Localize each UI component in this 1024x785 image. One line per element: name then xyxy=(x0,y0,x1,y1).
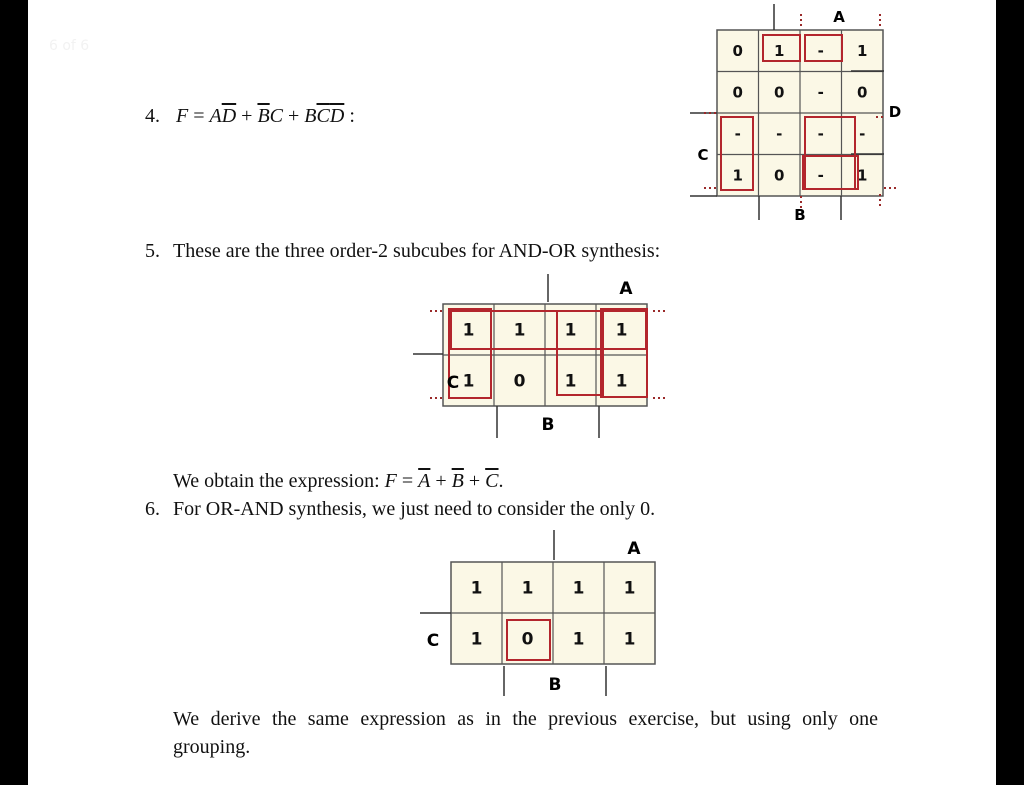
kmap3-cell-r1-c1: 0 xyxy=(521,629,534,650)
kmap1-label-A: A xyxy=(833,8,845,26)
kmap2-cell-r0-c3: 1 xyxy=(615,320,628,341)
kmap2-cell-r1-c1: 0 xyxy=(513,371,526,392)
kmap2-label-B: B xyxy=(541,415,555,435)
item-6-text: For OR-AND synthesis, we just need to consider the only 0. xyxy=(173,498,656,520)
item-6-number: 6. xyxy=(145,498,160,520)
item-5-number: 5. xyxy=(145,240,160,262)
kmap2-cell-r1-c0: 1 xyxy=(462,371,475,392)
kmap1-label-B: B xyxy=(794,206,806,224)
kmap3-cell-r1-c2: 1 xyxy=(572,629,585,650)
kmap1-cell-r0-c1: 1 xyxy=(774,42,785,61)
item-4-number: 4. xyxy=(145,105,160,127)
kmap3-cell-r1-c0: 1 xyxy=(470,629,483,650)
kmap1-cell-r1-c0: 0 xyxy=(732,83,743,102)
kmap2-cell-r0-c0: 1 xyxy=(462,320,475,341)
kmap2-cell-r1-c3: 1 xyxy=(615,371,628,392)
kmap1-cell-r3-c1: 0 xyxy=(774,166,785,185)
kmap1-cell-r2-c0: - xyxy=(734,125,741,144)
kmap3-label-A: A xyxy=(627,539,641,559)
kmap2-cell-r0-c1: 1 xyxy=(513,320,526,341)
kmap3-cell-r0-c0: 1 xyxy=(470,578,483,599)
kmap2-cell-r1-c2: 1 xyxy=(564,371,577,392)
kmap1-cell-r2-c1: - xyxy=(776,125,783,144)
kmap1-cell-r3-c2: - xyxy=(817,166,824,185)
kmap1-cell-r0-c0: 0 xyxy=(732,42,743,61)
kmap1-cell-r1-c3: 0 xyxy=(857,83,868,102)
item-6-conclusion: We derive the same expression as in the previous exercise, but using only one grouping. xyxy=(173,708,878,758)
kmap2-cell-r0-c2: 1 xyxy=(564,320,577,341)
kmap1-cell-r3-c0: 1 xyxy=(732,166,743,185)
kmap1-cell-r0-c2: - xyxy=(817,42,824,61)
kmap-1 xyxy=(658,0,902,230)
page-indicator: 6 of 6 xyxy=(49,38,90,54)
kmap1-cell-r3-c3: 1 xyxy=(857,166,868,185)
kmap1-cell-r1-c2: - xyxy=(817,83,824,102)
kmap1-label-D: D xyxy=(888,103,902,121)
item-5-text: These are the three order-2 subcubes for AND-OR synthesis: xyxy=(173,240,661,262)
kmap3-cell-r1-c3: 1 xyxy=(623,629,636,650)
kmap3-cell-r0-c3: 1 xyxy=(623,578,636,599)
kmap1-cell-r2-c3: - xyxy=(859,125,866,144)
kmap3-cell-r0-c2: 1 xyxy=(572,578,585,599)
item-4-equation: $F = A\overline{D} + \overline{B}C + B\overline{C}\overline{D}$ : xyxy=(176,105,355,127)
kmap1-label-C: C xyxy=(697,146,709,164)
kmap3-cell-r0-c1: 1 xyxy=(521,578,534,599)
kmap1-cell-r0-c3: 1 xyxy=(857,42,868,61)
item-5-result: We obtain the expression: $F = \overline{A} + \overline{B} + \overline{C}$. xyxy=(173,470,504,492)
kmap2-label-C: C xyxy=(446,373,460,393)
kmap1-cell-r2-c2: - xyxy=(817,125,824,144)
kmap-3 xyxy=(418,530,668,705)
kmap2-label-A: A xyxy=(619,279,633,299)
document-page xyxy=(28,0,996,785)
kmap1-cell-r1-c1: 0 xyxy=(774,83,785,102)
kmap3-label-C: C xyxy=(426,631,440,651)
kmap-2 xyxy=(408,270,678,445)
kmap3-label-B: B xyxy=(548,675,562,695)
